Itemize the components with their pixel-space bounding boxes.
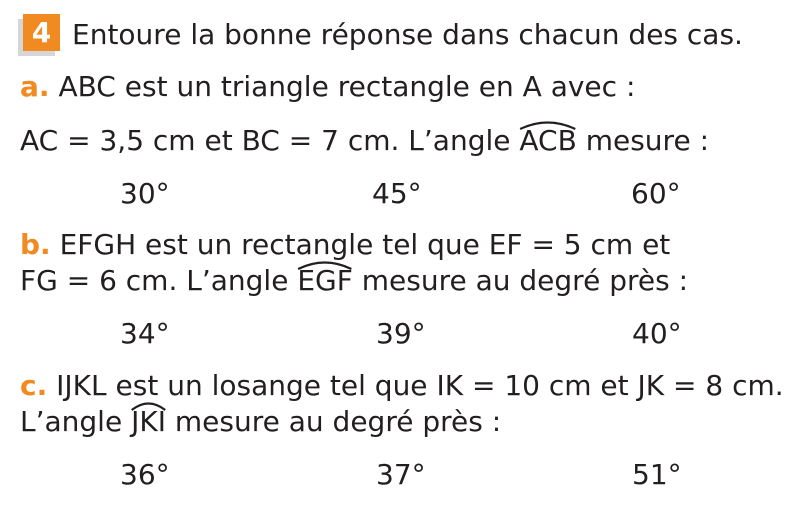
part-a-answer-2[interactable]: 45° bbox=[372, 177, 422, 210]
part-a-answer-1[interactable]: 30° bbox=[120, 177, 170, 210]
part-b-label: b. bbox=[20, 228, 51, 261]
part-c-line2 bbox=[20, 405, 501, 439]
part-b-answer-3[interactable]: 40° bbox=[632, 317, 682, 350]
part-b-angle-name: EGF bbox=[297, 264, 353, 297]
part-b-statement: EFGH est un rectangle tel que EF = 5 cm et bbox=[59, 228, 671, 261]
part-b-line2 bbox=[20, 264, 688, 298]
part-c-angle-name: JKI bbox=[131, 405, 166, 438]
exercise-number-badge bbox=[18, 14, 60, 56]
part-b-angle bbox=[297, 264, 353, 298]
part-b-line2-pre: FG = 6 cm. L’angle bbox=[20, 264, 298, 297]
part-b-answer-1[interactable]: 34° bbox=[120, 317, 170, 350]
part-a-line2 bbox=[20, 124, 709, 158]
part-c-answer-3[interactable]: 51° bbox=[632, 458, 682, 491]
part-c-label: c. bbox=[20, 369, 48, 402]
part-c-angle bbox=[131, 405, 166, 439]
part-a-line1 bbox=[20, 70, 635, 104]
part-c-statement: IJKL est un losange tel que IK = 10 cm et JK = 8 cm. bbox=[56, 369, 784, 402]
part-c-line1 bbox=[20, 369, 784, 403]
part-c-answer-1[interactable]: 36° bbox=[120, 458, 170, 491]
part-a-angle-name: ACB bbox=[519, 124, 577, 157]
angle-hat-icon bbox=[519, 120, 576, 130]
exercise-number: 4 bbox=[23, 14, 60, 51]
part-c-line2-pre: L’angle bbox=[20, 405, 132, 438]
part-c-answer-2[interactable]: 37° bbox=[376, 458, 426, 491]
part-a-angle bbox=[519, 124, 576, 158]
part-a-line2-pre: AC = 3,5 cm et BC = 7 cm. L’angle bbox=[20, 124, 520, 157]
part-c-line2-post: mesure au degré près : bbox=[165, 405, 502, 438]
part-a-line2-post: mesure : bbox=[576, 124, 710, 157]
part-b-answer-2[interactable]: 39° bbox=[376, 317, 426, 350]
part-a-label: a. bbox=[20, 70, 50, 103]
part-a-answer-3[interactable]: 60° bbox=[631, 177, 681, 210]
angle-hat-icon bbox=[297, 260, 353, 270]
exercise-instruction: Entoure la bonne réponse dans chacun des cas. bbox=[72, 18, 743, 51]
part-b-line2-post: mesure au degré près : bbox=[352, 264, 689, 297]
part-a-statement: ABC est un triangle rectangle en A avec : bbox=[58, 70, 636, 103]
angle-hat-icon bbox=[131, 401, 166, 411]
part-b-line1 bbox=[20, 228, 670, 262]
